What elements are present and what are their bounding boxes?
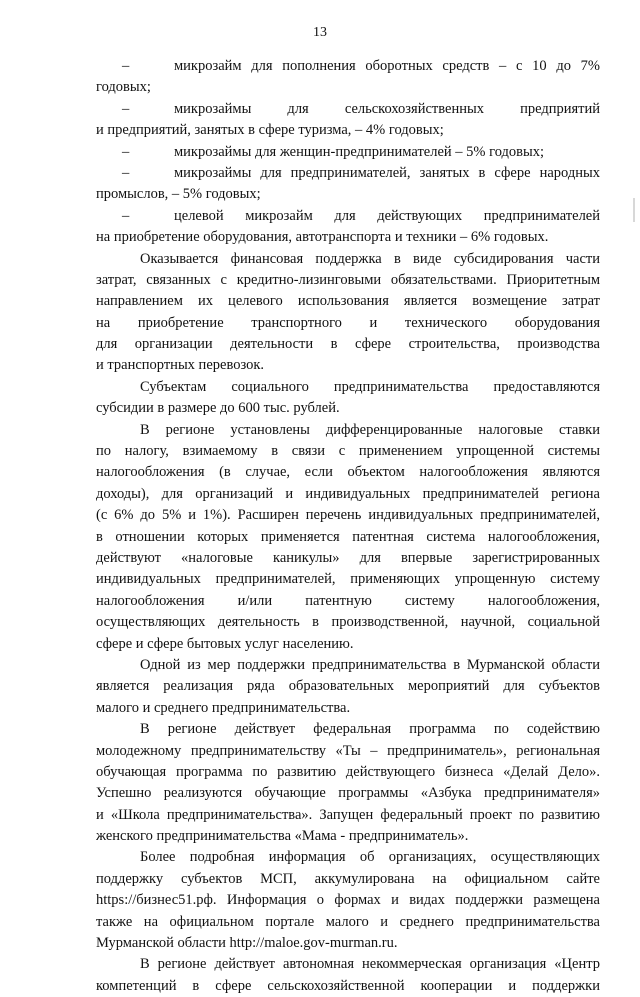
text-line: Мурманской области http://maloe.gov-murman.ru. xyxy=(96,935,398,952)
paragraph-first-line: В регионе действует федеральная программа по содействию xyxy=(140,721,600,738)
list-dash: – xyxy=(122,164,130,181)
text-line: Успешно реализуются обучающие программы «Азбука предпринимателя» xyxy=(96,785,600,802)
paragraph-first-line: В регионе установлены дифференцированные налоговые ставки xyxy=(140,421,600,438)
paragraph-first-line: Субъектам социального предпринимательства предоставляются xyxy=(140,378,600,395)
text-line: поддержку субъектов МСП, аккумулирована на официальном сайте xyxy=(96,870,600,887)
list-dash: – xyxy=(122,207,130,224)
text-line: (с 6% до 5% и 1%). Расширен перечень индивидуальных предпринимателей, xyxy=(96,507,600,524)
list-item-line xyxy=(96,56,600,77)
text-line: и транспортных перевозок. xyxy=(96,357,265,374)
paragraph-first-line: Оказывается финансовая поддержка в виде субсидирования части xyxy=(140,250,600,267)
text-line: промыслов, – 5% годовых; xyxy=(96,186,261,203)
margin-mark xyxy=(633,198,635,222)
paragraph-first-line: В регионе действует автономная некоммерческая организация «Центр xyxy=(140,956,600,973)
text-line: и «Школа предпринимательства». Запущен федеральный проект по развитию xyxy=(96,806,600,823)
list-item-line xyxy=(96,163,600,184)
page-number: 13 xyxy=(313,25,327,40)
list-item-line xyxy=(96,206,600,227)
text-line: компетенций в сфере сельскохозяйственной кооперации и поддержки xyxy=(96,977,600,994)
list-item-line xyxy=(96,142,600,163)
text-line: и предприятий, занятых в сфере туризма, – 4% годовых; xyxy=(96,122,444,139)
text-line: также на официальном портале малого и среднего предпринимательства xyxy=(96,913,600,930)
body-text xyxy=(96,56,600,997)
text-line: осуществляющих деятельность в производственной, научной, социальной xyxy=(96,614,600,631)
list-dash: – xyxy=(122,58,130,74)
paragraph-first-line: Более подробная информация об организациях, осуществляющих xyxy=(140,849,600,866)
paragraph-first-line: Одной из мер поддержки предпринимательства в Мурманской области xyxy=(140,656,600,673)
text-line: обучающая программа по развитию действующего бизнеса «Делай Дело». xyxy=(96,763,600,780)
text-line: https://бизнес51.рф. Информация о формах и видах поддержки размещена xyxy=(96,892,600,909)
list-item-line xyxy=(96,99,600,120)
list-dash: – xyxy=(122,143,130,160)
text-line: для организации деятельности в сфере строительства, производства xyxy=(96,336,600,353)
text-line: на приобретение оборудования, автотранспорта и техники – 6% годовых. xyxy=(96,229,549,246)
text-line: является реализация ряда образовательных мероприятий для субъектов xyxy=(96,678,600,695)
list-item-text: целевой микрозайм для действующих предпринимателей xyxy=(174,207,600,224)
text-line: индивидуальных предпринимателей, применяющих упрощенную систему xyxy=(96,571,600,588)
text-line: направлением их целевого использования является возмещение затрат xyxy=(96,293,600,310)
text-line: на приобретение транспортного и технического оборудования xyxy=(96,314,600,331)
text-line: налогообложения и/или патентную систему налогообложения, xyxy=(96,592,600,609)
text-line: доходы), для организаций и индивидуальных предпринимателей региона xyxy=(96,485,600,502)
text-line: молодежному предпринимательству «Ты – предприниматель», региональная xyxy=(96,742,600,759)
text-line: сфере и сфере бытовых услуг населению. xyxy=(96,635,354,652)
list-item-text: микрозаймы для сельскохозяйственных предприятий xyxy=(174,100,600,117)
list-item-text: микрозайм для пополнения оборотных средств – с 10 до 7% xyxy=(174,58,600,74)
list-item-text: микрозаймы для предпринимателей, занятых в сфере народных xyxy=(174,164,600,181)
text-line: субсидии в размере до 600 тыс. рублей. xyxy=(96,400,340,417)
text-line: женского предпринимательства «Мама - предприниматель». xyxy=(96,828,469,845)
list-dash: – xyxy=(122,100,130,117)
text-line: действуют «налоговые каникулы» для впервые зарегистрированных xyxy=(96,549,600,566)
text-line: затрат, связанных с кредитно-лизинговыми обязательствами. Приоритетным xyxy=(96,271,600,288)
text-line: годовых; xyxy=(96,79,151,96)
text-line: малого и среднего предпринимательства. xyxy=(96,699,351,716)
text-line: налогообложения (в случае, если объектом налогообложения являются xyxy=(96,464,600,481)
text-line: в отношении которых применяется патентная система налогообложения, xyxy=(96,528,600,545)
text-line: по налогу, взимаемому в связи с применением упрощенной системы xyxy=(96,443,600,460)
list-item-text: микрозаймы для женщин-предпринимателей – 5% годовых; xyxy=(174,143,545,160)
